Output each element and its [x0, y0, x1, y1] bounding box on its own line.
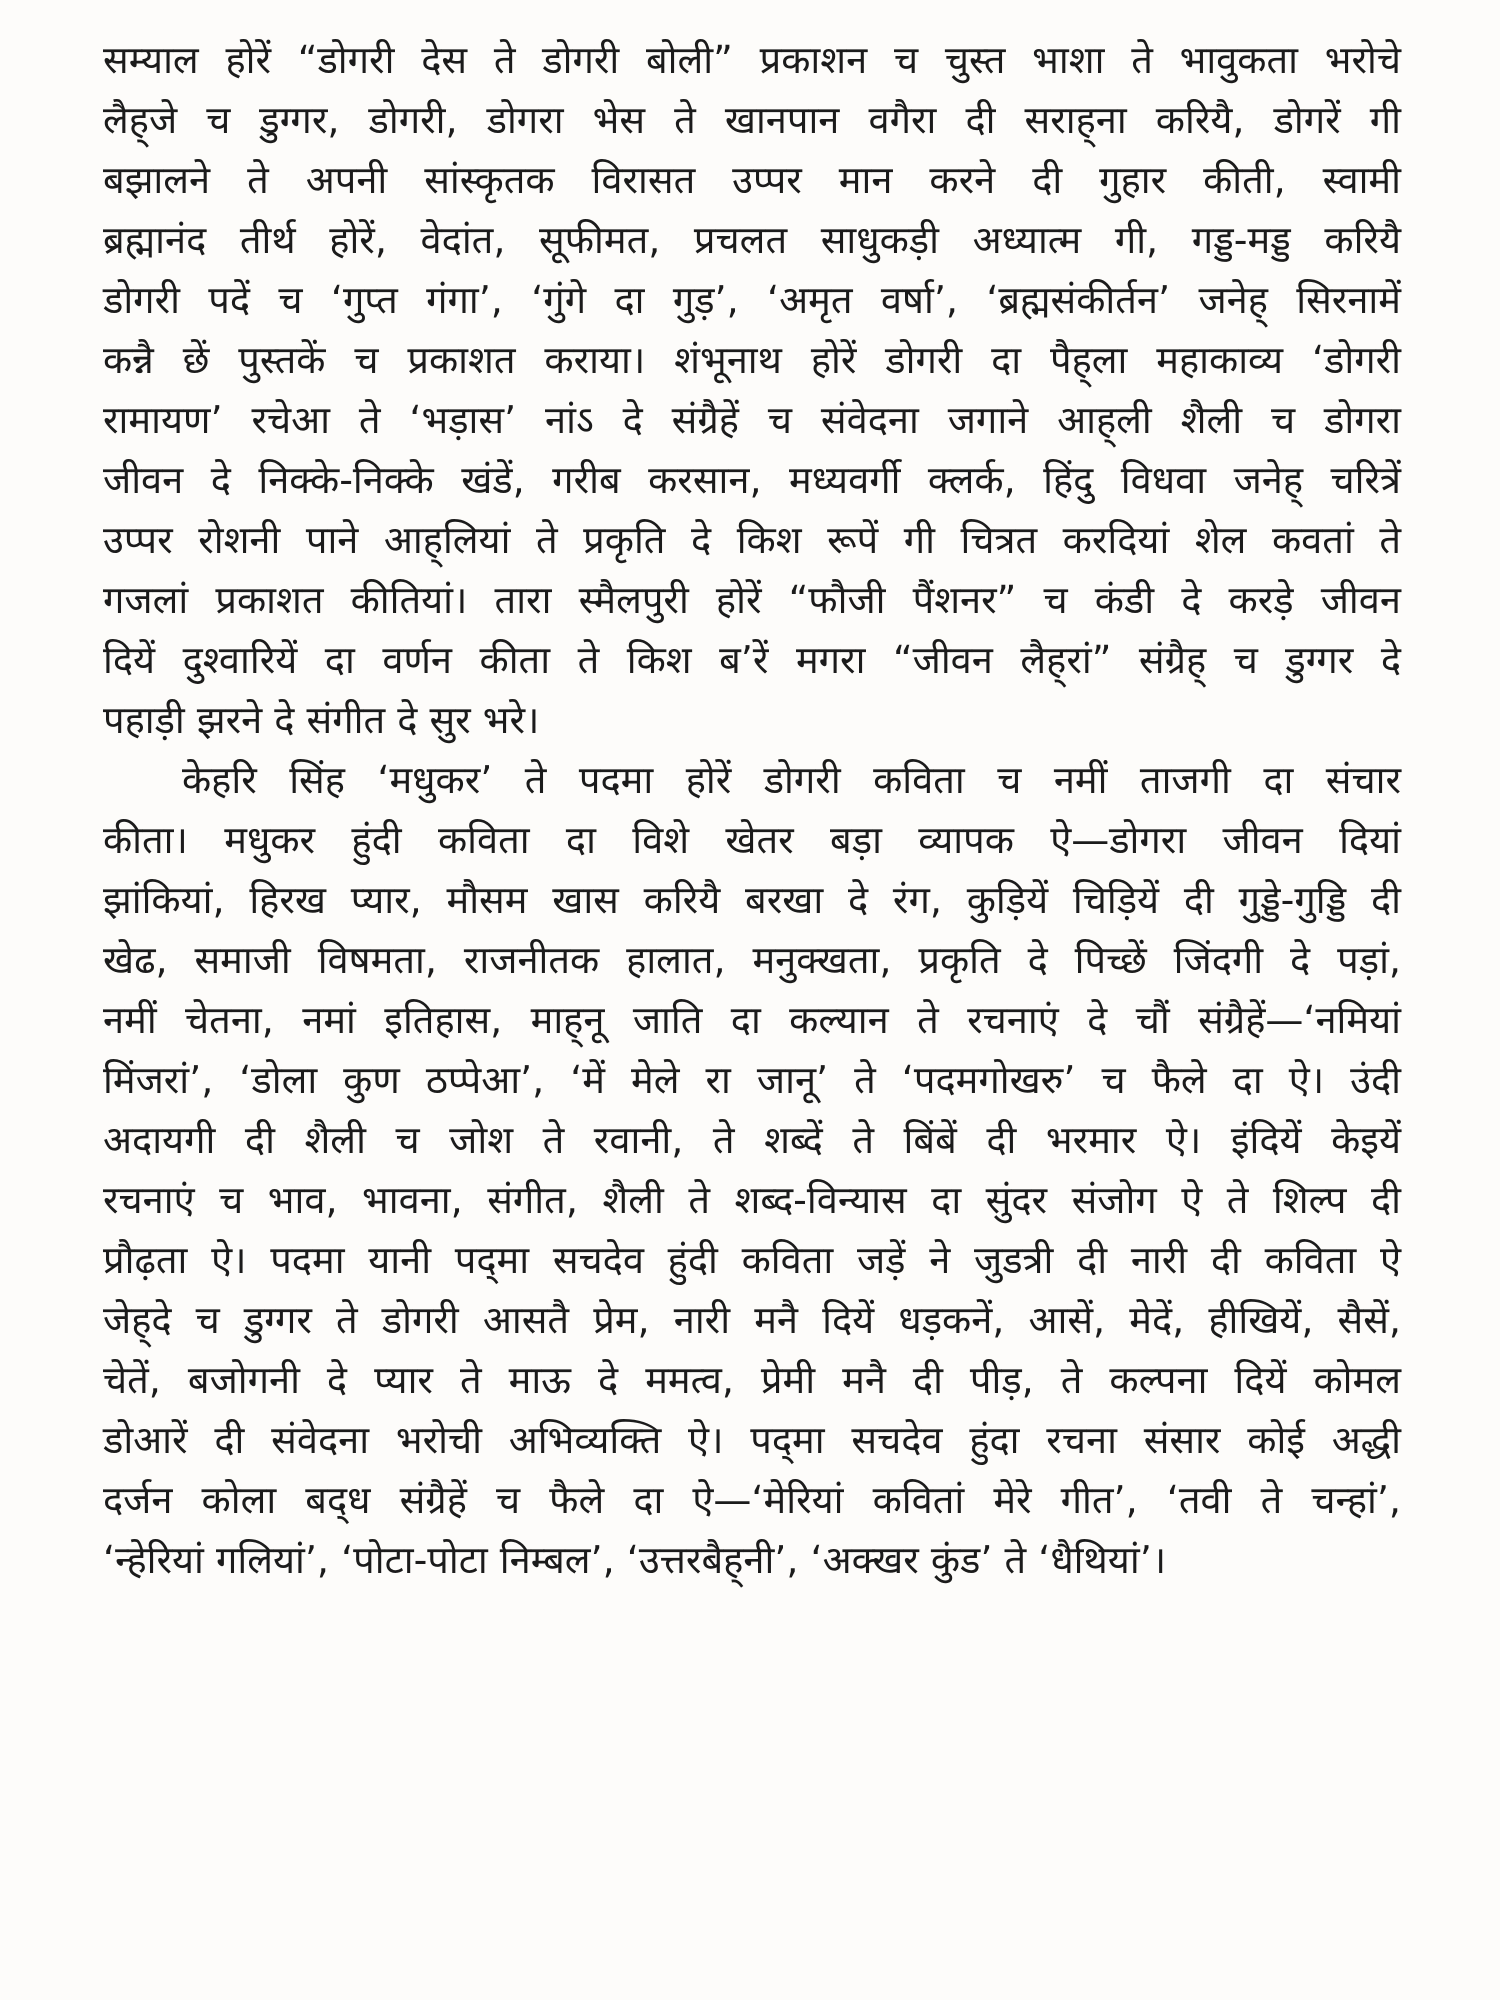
body-text: [103, 30, 1401, 1590]
text-line: गजलां प्रकाशत कीतियां। तारा स्मैलपुरी होरें “फौजी पैंशनर” च कंडी दे करड़े जीवन: [103, 578, 1401, 622]
text-line: नमीं चेतना, नमां इतिहास, माह्‌नू जाति दा कल्यान ते रचनाएं दे चौं संग्रैहें—‘नमियां: [103, 998, 1401, 1042]
text-line: रामायण’ रचेआ ते ‘भड़ास’ नांऽ दे संग्रैहें च संवेदना जगाने आह्‌ली शैली च डोगरा: [103, 398, 1401, 442]
text-line: ब्रह्मानंद तीर्थ होरें, वेदांत, सूफीमत, प्रचलत साधुकड़ी अध्यात्म गी, गड्ड-मड्ड करियै: [103, 218, 1401, 262]
text-line: अदायगी दी शैली च जोश ते रवानी, ते शब्दें ते बिंबें दी भरमार ऐ। इंदियें केइयें: [103, 1118, 1401, 1162]
text-line: चेतें, बजोगनी दे प्यार ते माऊ दे ममत्व, प्रेमी मनै दी पीड़, ते कल्पना दियें कोमल: [103, 1358, 1401, 1402]
text-line: लैह्‌जे च डुग्गर, डोगरी, डोगरा भेस ते खानपान वगैरा दी सराह्‌ना करियै, डोगरें गी: [103, 98, 1401, 142]
text-line: पहाड़ी झरने दे संगीत दे सुर भरे।: [103, 698, 540, 742]
text-line: कन्नै छें पुस्तकें च प्रकाशत कराया। शंभूनाथ होरें डोगरी दा पैह्‌ला महाकाव्य ‘डोगरी: [103, 338, 1401, 382]
text-line: दर्जन कोला बद्‌ध संग्रैहें च फैले दा ऐ—‘मेरियां कवितां मेरे गीत’, ‘तवी ते चन्हां’,: [103, 1478, 1401, 1522]
text-line: दियें दुश्वारियें दा वर्णन कीता ते किश ब’रें मगरा “जीवन लैह्‌रां” संग्रैह्‌ च डुग्गर दे: [103, 638, 1401, 682]
text-line: सम्याल होरें “डोगरी देस ते डोगरी बोली” प्रकाशन च चुस्त भाशा ते भावुकता भरोचे: [103, 38, 1401, 82]
paragraph-1: [103, 30, 1401, 750]
text-line: बझालने ते अपनी सांस्कृतक विरासत उप्पर मान करने दी गुहार कीती, स्वामी: [103, 158, 1401, 202]
text-line: झांकियां, हिरख प्यार, मौसम खास करियै बरखा दे रंग, कुड़ियें चिड़ियें दी गुड्डे-गुड्डि दी: [103, 878, 1401, 922]
text-line: रचनाएं च भाव, भावना, संगीत, शैली ते शब्द-विन्यास दा सुंदर संजोग ऐ ते शिल्प दी: [103, 1178, 1401, 1222]
text-line: जेह्‌दे च डुग्गर ते डोगरी आसतै प्रेम, नारी मनै दियें धड़कनें, आसें, मेदें, हीखियें, सैसें,: [103, 1298, 1401, 1342]
text-line: जीवन दे निक्के-निक्के खंडें, गरीब करसान, मध्यवर्गी क्लर्क, हिंदु विधवा जनेह्‌ चरित्रें: [103, 458, 1401, 502]
text-line: डोआरें दी संवेदना भरोची अभिव्यक्ति ऐ। पद्‌मा सचदेव हुंदा रचना संसार कोई अद्धी: [103, 1418, 1401, 1462]
text-line: खेढ, समाजी विषमता, राजनीतक हालात, मनुक्खता, प्रकृति दे पिच्छें जिंदगी दे पड़ां,: [103, 938, 1401, 982]
text-line: उप्पर रोशनी पाने आह्‌लियां ते प्रकृति दे किश रूपें गी चित्रत करदियां शेल कवतां ते: [103, 518, 1401, 562]
text-line: डोगरी पदें च ‘गुप्त गंगा’, ‘गुंगे दा गुड़’, ‘अमृत वर्षा’, ‘ब्रह्मसंकीर्तन’ जनेह्‌ सिरनामें: [103, 278, 1401, 322]
text-line: केहरि सिंह ‘मधुकर’ ते पदमा होरें डोगरी कविता च नमीं ताजगी दा संचार: [182, 758, 1401, 802]
text-line: ‘न्हेरियां गलियां’, ‘पोटा-पोटा निम्बल’, ‘उत्तरबैह्‌नी’, ‘अक्खर कुंड’ ते ‘धैथियां’।: [103, 1538, 1167, 1582]
text-line: कीता। मधुकर हुंदी कविता दा विशे खेतर बड़ा व्यापक ऐ—डोगरा जीवन दियां: [103, 818, 1401, 862]
text-line: मिंजरां’, ‘डोला कुण ठप्पेआ’, ‘में मेले रा जानू’ ते ‘पदमगोखरु’ च फैले दा ऐ। उंदी: [103, 1058, 1401, 1102]
text-line: प्रौढ़ता ऐ। पदमा यानी पद्‌मा सचदेव हुंदी कविता जड़ें ने जुडत्री दी नारी दी कविता ऐ: [103, 1238, 1401, 1282]
paragraph-2: [103, 750, 1401, 1590]
